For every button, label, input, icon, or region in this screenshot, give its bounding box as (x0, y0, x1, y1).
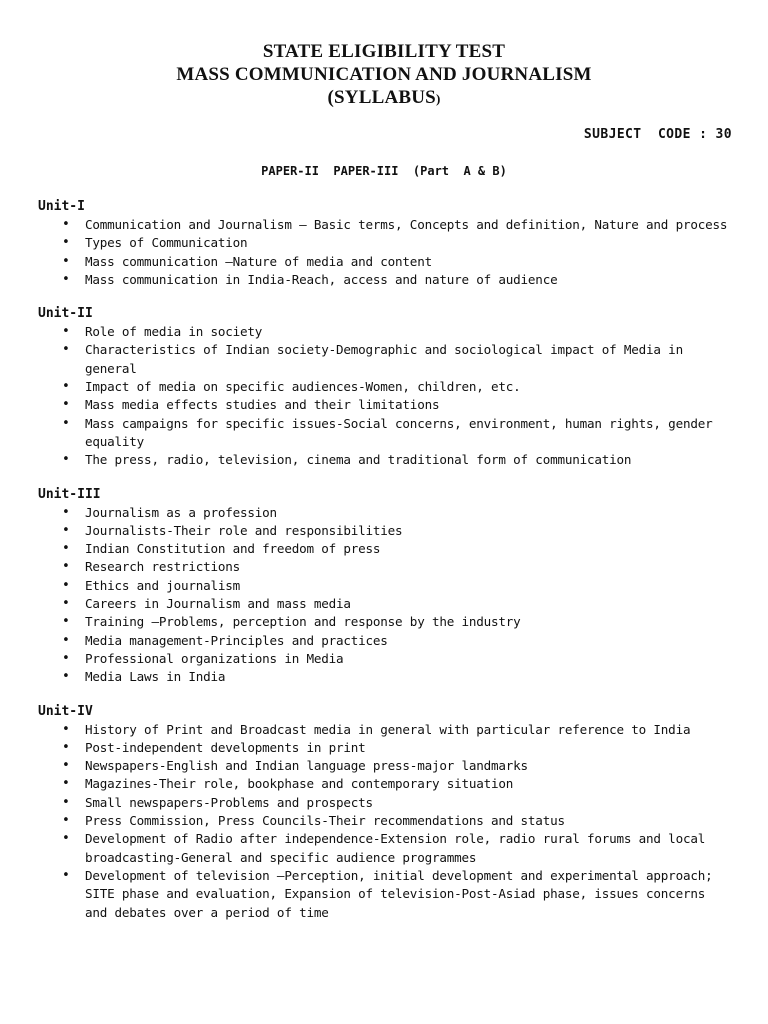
list-item (38, 396, 728, 414)
bullet-icon: • (62, 217, 70, 232)
list-item-text: Media management-Principles and practices (85, 632, 388, 648)
paper-line: PAPER-II PAPER-III (Part A & B) (261, 164, 507, 178)
list-item-text: History of Print and Broadcast media in general with particular reference to India (85, 721, 691, 737)
list-item (38, 757, 728, 775)
bullet-icon: • (62, 721, 70, 737)
title-line-1: STATE ELIGIBILITY TEST (262, 41, 506, 62)
bullet-icon: • (62, 452, 70, 468)
list-item (38, 451, 728, 469)
list-item-text: Small newspapers-Problems and prospects (85, 794, 373, 810)
title-syllabus-paren: ) (435, 91, 441, 106)
document-title (0, 40, 768, 110)
list-item-text: Types of Communication (85, 235, 248, 251)
list-item (38, 253, 728, 271)
bullet-icon: • (62, 867, 70, 883)
bullet-icon: • (62, 504, 70, 520)
list-item-text: Journalism as a profession (85, 504, 277, 520)
list-item-text: Professional organizations in Media (85, 650, 344, 666)
unit-title: Unit-II (38, 306, 93, 322)
list-item-text: Mass communication –Nature of media and content (85, 253, 432, 269)
unit-section (38, 703, 728, 922)
bullet-icon: • (62, 522, 70, 538)
list-item (38, 613, 728, 631)
list-item-text: Media Laws in India (85, 669, 226, 685)
bullet-icon: • (62, 253, 70, 269)
list-item-text: Post-independent developments in print (85, 739, 366, 755)
list-item-text: Research restrictions (85, 559, 241, 575)
unit-section (38, 198, 728, 289)
list-item (38, 558, 728, 576)
unit-section (38, 486, 728, 687)
list-item-text: Role of media in society (85, 324, 263, 340)
list-item-text: Mass campaigns for specific issues-Social concerns, environment, human rights, gender equality (85, 415, 713, 449)
list-item-text: Newspapers-English and Indian language press-major landmarks (85, 758, 528, 774)
list-item (38, 234, 728, 252)
bullet-icon: • (62, 614, 70, 630)
topic-list (38, 216, 728, 289)
list-item (38, 378, 728, 396)
bullet-icon: • (62, 831, 70, 847)
list-item (38, 794, 728, 812)
bullet-icon: • (62, 541, 70, 557)
list-item (38, 415, 728, 452)
list-item (38, 577, 728, 595)
list-item-text: Characteristics of Indian society-Demographic and sociological impact of Media in general (85, 342, 683, 376)
list-item (38, 341, 728, 378)
list-item (38, 522, 728, 540)
topic-list (38, 504, 728, 687)
bullet-icon: • (62, 632, 70, 648)
units-container (38, 198, 728, 938)
list-item (38, 595, 728, 613)
list-item-text: Magazines-Their role, bookphase and contemporary situation (85, 776, 514, 792)
list-item-text: Careers in Journalism and mass media (85, 596, 351, 612)
bullet-icon: • (62, 739, 70, 755)
list-item (38, 540, 728, 558)
title-line-2: MASS COMMUNICATION AND JOURNALISM (176, 64, 592, 85)
bullet-icon: • (62, 776, 70, 792)
list-item (38, 504, 728, 522)
title-syllabus: (SYLLABUS (327, 87, 436, 108)
list-item-text: The press, radio, television, cinema and traditional form of communication (85, 452, 632, 468)
list-item (38, 721, 728, 739)
unit-title: Unit-III (38, 486, 101, 502)
bullet-icon: • (62, 324, 70, 340)
bullet-icon: • (62, 379, 70, 395)
unit-title: Unit-I (38, 199, 85, 214)
list-item-text: Impact of media on specific audiences-Women, children, etc. (85, 379, 521, 395)
bullet-icon: • (62, 235, 70, 251)
list-item-text: Journalists-Their role and responsibilities (85, 522, 403, 538)
topic-list (38, 721, 728, 922)
subject-code: SUBJECT CODE : 30 (583, 127, 732, 142)
bullet-icon: • (62, 794, 70, 810)
list-item (38, 867, 728, 922)
list-item-text: Development of television –Perception, initial development and experimental approach; SITE phase and evaluation, Expansion of television-Post-Asiad phase, issues concerns and debates over a period of time (85, 867, 713, 920)
list-item (38, 271, 728, 289)
bullet-icon: • (62, 669, 70, 685)
list-item-text: Mass communication in India-Reach, access and nature of audience (85, 271, 558, 287)
list-item-text: Ethics and journalism (85, 577, 241, 593)
topic-list (38, 323, 728, 469)
list-item (38, 830, 728, 867)
list-item (38, 812, 728, 830)
bullet-icon: • (62, 415, 70, 431)
list-item-text: Training –Problems, perception and response by the industry (85, 614, 521, 630)
list-item-text: Communication and Journalism – Basic terms, Concepts and definition, Nature and process (85, 217, 728, 232)
list-item-text: Press Commission, Press Councils-Their recommendations and status (85, 813, 565, 829)
list-item (38, 650, 728, 668)
unit-section (38, 305, 728, 469)
bullet-icon: • (62, 596, 70, 612)
title-line-3 (0, 86, 768, 110)
list-item (38, 775, 728, 793)
bullet-icon: • (62, 559, 70, 575)
list-item (38, 668, 728, 686)
unit-title: Unit-IV (38, 703, 93, 719)
bullet-icon: • (62, 813, 70, 829)
bullet-icon: • (62, 577, 70, 593)
bullet-icon: • (62, 397, 70, 413)
bullet-icon: • (62, 650, 70, 666)
list-item (38, 739, 728, 757)
list-item-text: Development of Radio after independence-Extension role, radio rural forums and local broadcasting-General and specific audience programmes (85, 831, 706, 865)
list-item (38, 216, 728, 234)
list-item-text: Indian Constitution and freedom of press (85, 541, 381, 557)
bullet-icon: • (62, 758, 70, 774)
list-item-text: Mass media effects studies and their limitations (85, 397, 440, 413)
list-item (38, 632, 728, 650)
list-item (38, 323, 728, 341)
bullet-icon: • (62, 271, 70, 287)
bullet-icon: • (62, 342, 70, 358)
